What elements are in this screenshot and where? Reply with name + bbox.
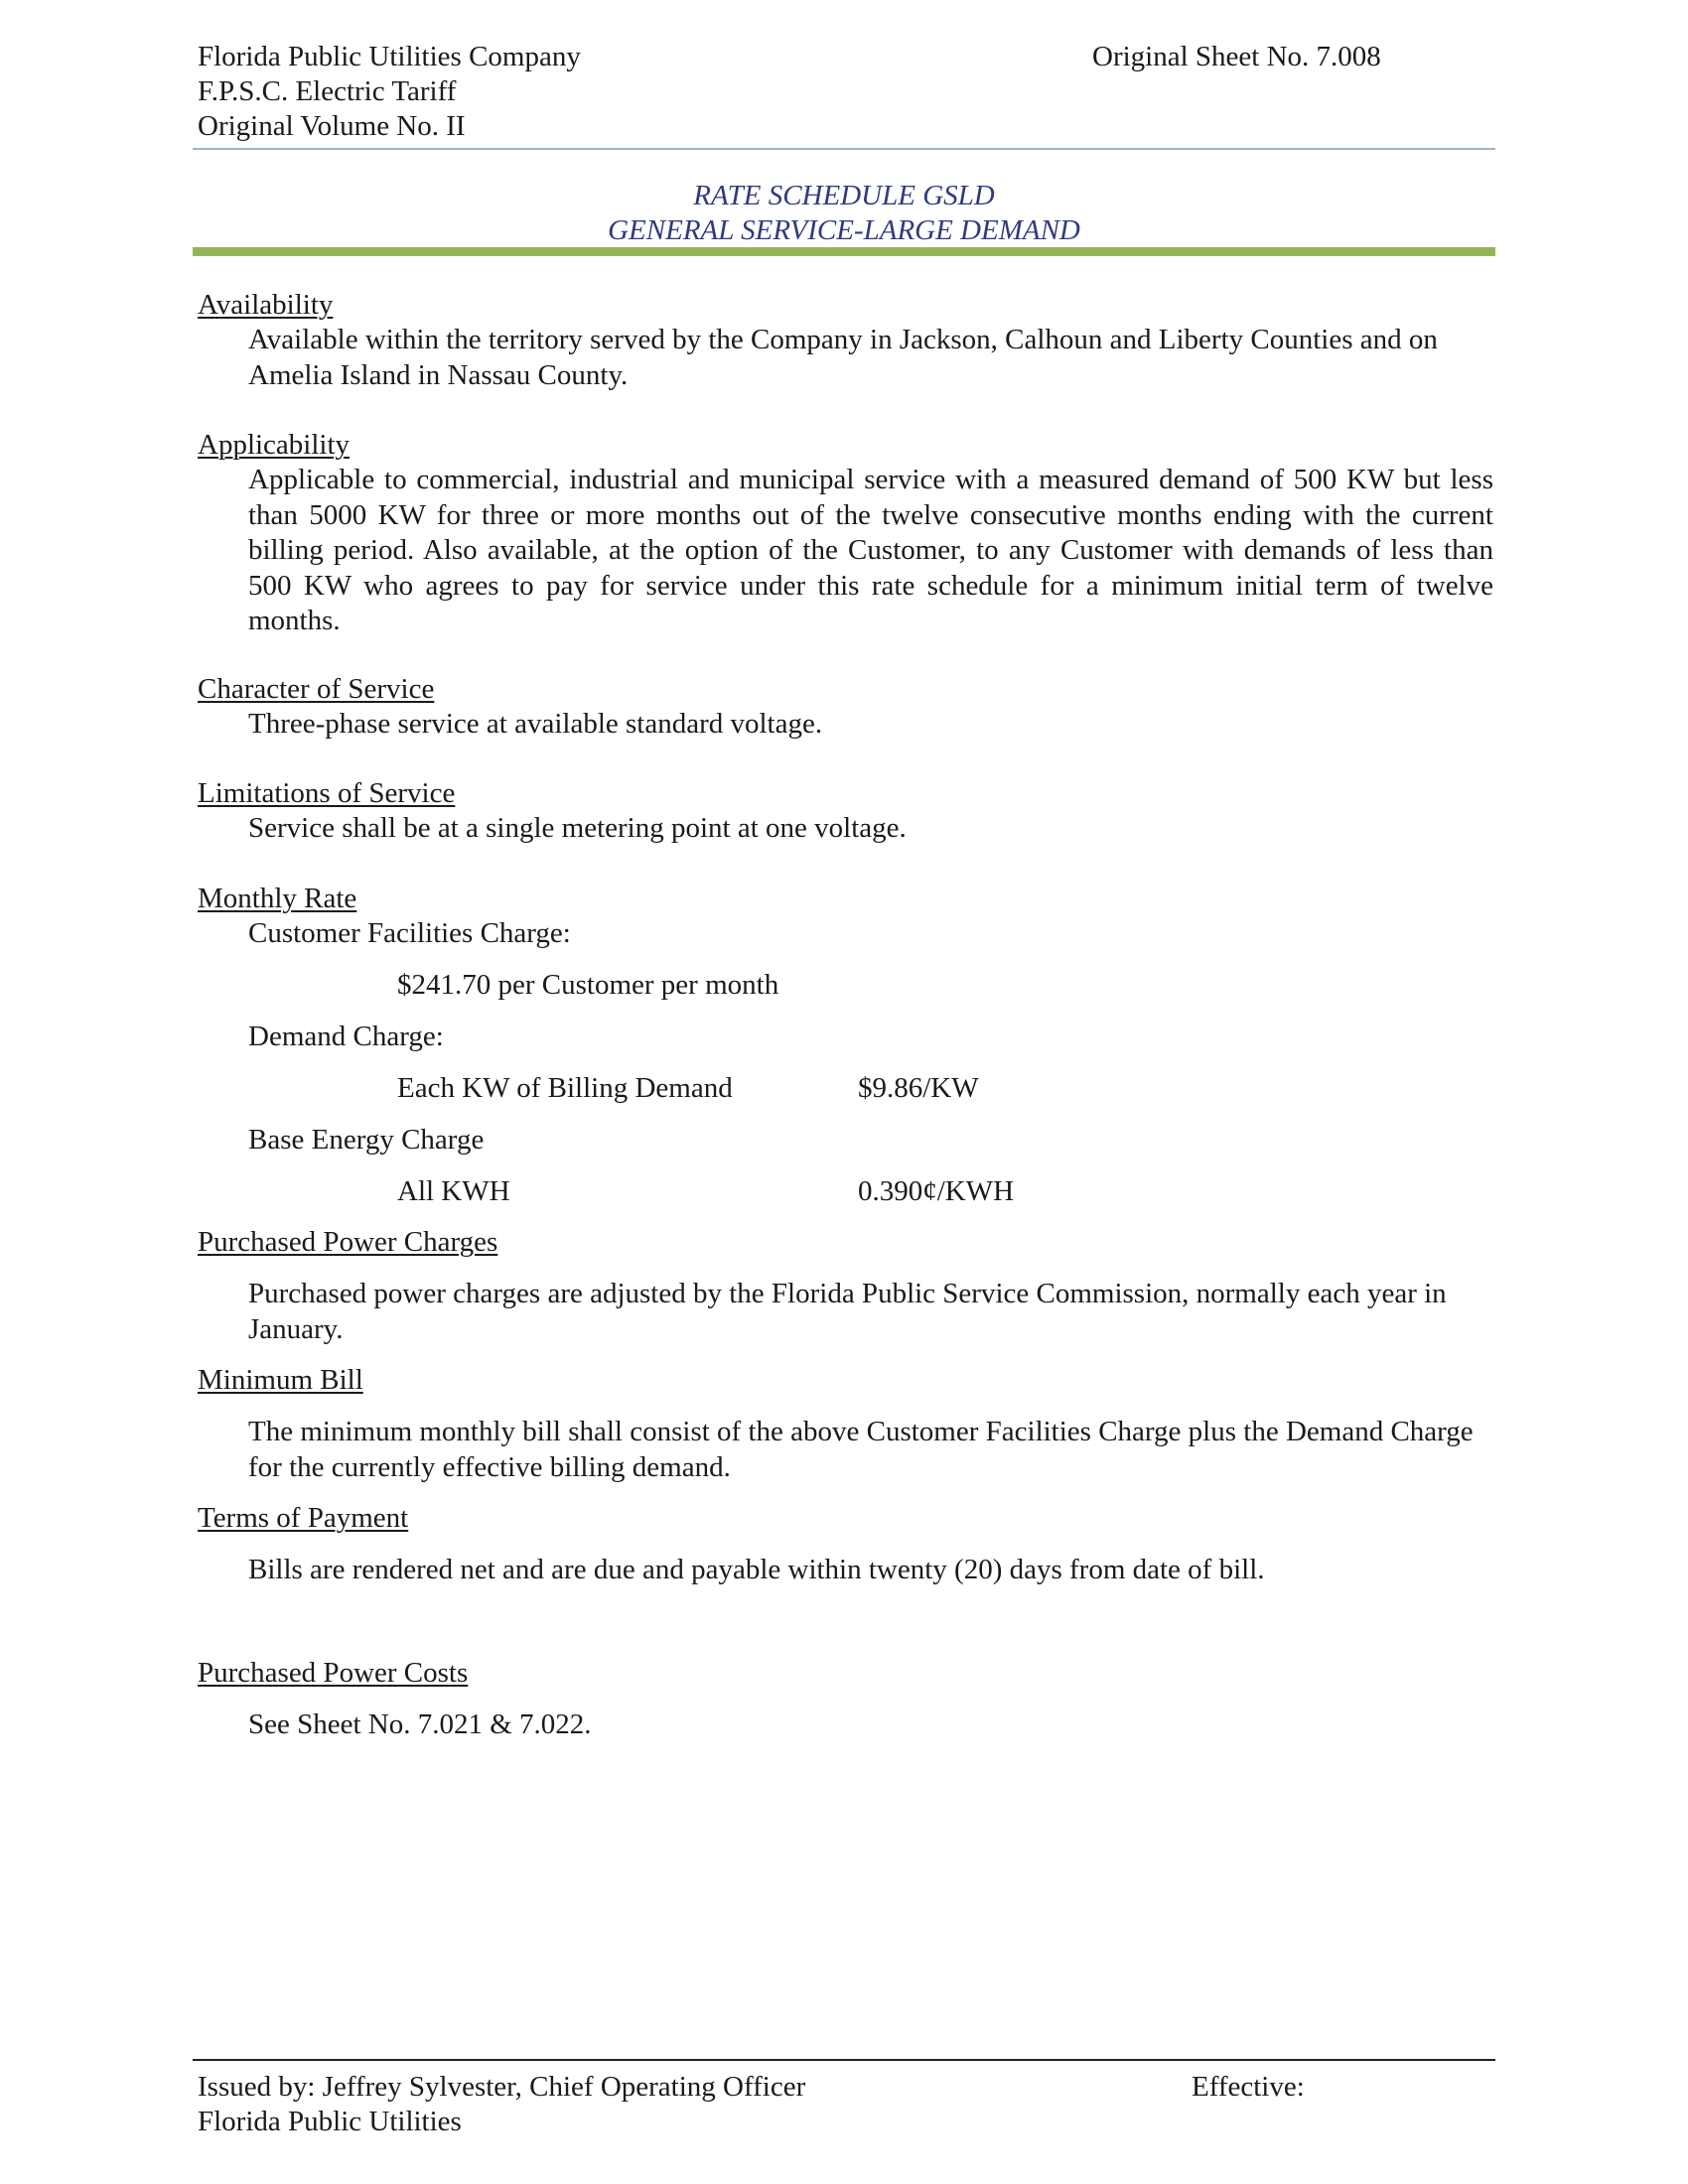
header-company: Florida Public Utilities Company bbox=[198, 41, 581, 72]
limitations-text: Service shall be at a single metering point at one voltage. bbox=[248, 812, 907, 844]
header-tariff: F.P.S.C. Electric Tariff bbox=[198, 75, 457, 107]
footer-company: Florida Public Utilities bbox=[198, 2106, 462, 2137]
terms-of-payment-text: Bills are rendered net and are due and payable within twenty (20) days from date of bill. bbox=[248, 1554, 1265, 1585]
applicability-text: Applicable to commercial, industrial and municipal service with a measured demand of 500 KW but less than 5000 KW for three or more months out of the twelve consecutive months ending with the current billing period. Also available, at the option of the Customer, to any Customer with demands of less than 500 KW who agrees to pay for service under this rate schedule for a minimum initial term of twelve months. bbox=[248, 464, 1493, 636]
character-text: Three-phase service at available standard voltage. bbox=[248, 708, 823, 740]
minimum-bill-heading: Minimum Bill bbox=[198, 1364, 363, 1396]
purchased-power-charges-heading: Purchased Power Charges bbox=[198, 1226, 498, 1258]
header-volume: Original Volume No. II bbox=[198, 110, 466, 142]
availability-text: Available within the territory served by the Company in Jackson, Calhoun and Liberty Counties and on Amelia Island in Nassau County. bbox=[248, 324, 1438, 391]
energy-charge-label: Base Energy Charge bbox=[248, 1124, 485, 1156]
purchased-power-charges-text: Purchased power charges are adjusted by the Florida Public Service Commission, normally each year in January. bbox=[248, 1278, 1447, 1345]
header-sheet-number: Original Sheet No. 7.008 bbox=[1092, 41, 1381, 72]
applicability-heading: Applicability bbox=[198, 429, 351, 461]
demand-charge-item: Each KW of Billing Demand bbox=[397, 1072, 733, 1104]
availability-heading: Availability bbox=[198, 289, 334, 321]
footer-divider bbox=[193, 2059, 1495, 2061]
footer-issued-by: Issued by: Jeffrey Sylvester, Chief Operating Officer bbox=[198, 2071, 806, 2103]
schedule-subtitle: GENERAL SERVICE-LARGE DEMAND bbox=[608, 214, 1080, 246]
character-heading: Character of Service bbox=[198, 673, 435, 705]
limitations-heading: Limitations of Service bbox=[198, 777, 456, 809]
demand-charge-label: Demand Charge: bbox=[248, 1021, 444, 1052]
customer-facilities-label: Customer Facilities Charge: bbox=[248, 917, 571, 949]
energy-charge-value: 0.390¢/KWH bbox=[858, 1175, 1015, 1207]
terms-of-payment-heading: Terms of Payment bbox=[198, 1502, 409, 1534]
minimum-bill-text: The minimum monthly bill shall consist of the above Customer Facilities Charge plus the Demand Charge for the currently effective billing demand. bbox=[248, 1416, 1474, 1483]
header-divider bbox=[193, 148, 1495, 150]
energy-charge-item: All KWH bbox=[397, 1175, 510, 1207]
schedule-title: RATE SCHEDULE GSLD bbox=[693, 180, 995, 211]
customer-facilities-value: $241.70 per Customer per month bbox=[397, 969, 779, 1001]
monthly-rate-heading: Monthly Rate bbox=[198, 883, 357, 914]
footer-effective: Effective: bbox=[1192, 2071, 1305, 2103]
purchased-power-costs-heading: Purchased Power Costs bbox=[198, 1657, 469, 1689]
title-divider bbox=[193, 247, 1495, 256]
demand-charge-value: $9.86/KW bbox=[858, 1072, 979, 1104]
purchased-power-costs-text: See Sheet No. 7.021 & 7.022. bbox=[248, 1708, 592, 1740]
